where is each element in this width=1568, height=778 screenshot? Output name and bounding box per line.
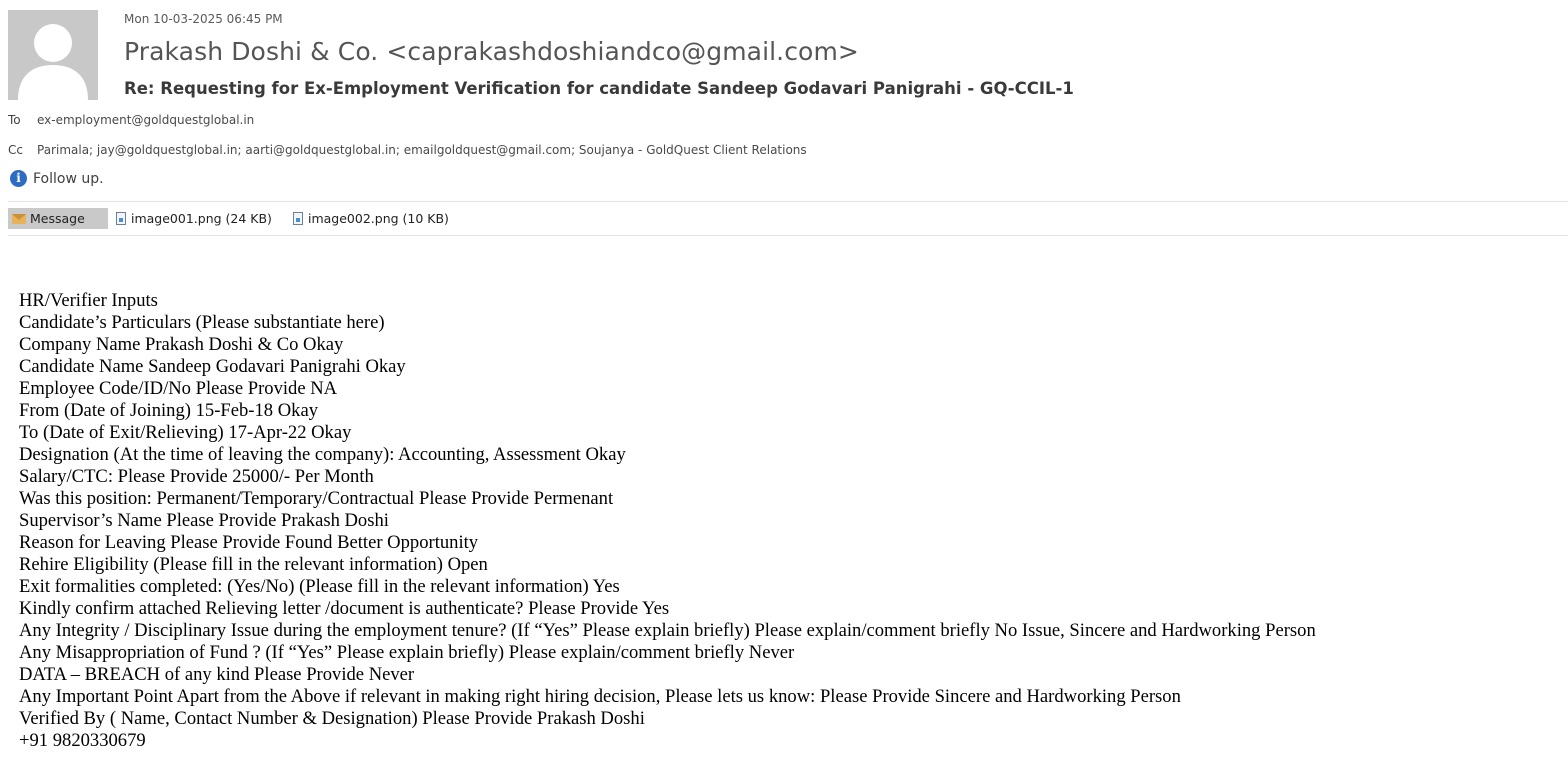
body-line: +91 9820330679 <box>19 730 146 751</box>
info-icon: i <box>10 170 27 187</box>
cc-label: Cc <box>8 143 23 157</box>
png-file-icon <box>116 212 126 225</box>
body-line: Reason for Leaving Please Provide Found Better Opportunity <box>19 532 479 553</box>
followup-text: Follow up. <box>33 170 104 187</box>
png-file-icon <box>293 212 303 225</box>
cc-recipients[interactable]: Parimala; jay@goldquestglobal.in; aarti@goldquestglobal.in; emailgoldquest@gmail.com; Soujanya - GoldQuest Client Relations <box>37 143 807 157</box>
body-line: DATA – BREACH of any kind Please Provide Never <box>19 664 415 685</box>
attachment-bar <box>8 201 1568 236</box>
sender-name[interactable]: Prakash Doshi & Co. <caprakashdoshiandco@gmail.com> <box>124 37 859 66</box>
to-label: To <box>8 113 21 127</box>
envelope-icon <box>12 214 26 224</box>
body-line: Verified By ( Name, Contact Number & Designation) Please Provide Prakash Doshi <box>19 708 645 729</box>
email-subject: Re: Requesting for Ex-Employment Verification for candidate Sandeep Godavari Panigrahi - GQ-CCIL-1 <box>124 79 1074 98</box>
body-line: Candidate Name Sandeep Godavari Panigrahi Okay <box>19 356 406 377</box>
body-line: Designation (At the time of leaving the company): Accounting, Assessment Okay <box>19 444 626 465</box>
avatar <box>8 10 98 100</box>
body-line: Kindly confirm attached Relieving letter /document is authenticate? Please Provide Yes <box>19 598 670 619</box>
body-line: Supervisor’s Name Please Provide Prakash Doshi <box>19 510 389 531</box>
attachment-image002[interactable] <box>293 208 449 229</box>
body-line: Salary/CTC: Please Provide 25000/- Per Month <box>19 466 374 487</box>
attachment-name: image001.png (24 KB) <box>131 211 272 226</box>
person-silhouette-icon <box>8 10 98 100</box>
message-tab-label: Message <box>30 211 85 226</box>
to-row <box>8 113 254 127</box>
email-header <box>0 0 1568 226</box>
email-body <box>19 290 1316 752</box>
sent-date: Mon 10-03-2025 06:45 PM <box>124 12 283 26</box>
body-line: Any Important Point Apart from the Above if relevant in making right hiring decision, Please lets us know: Please Provide Sincere and Hardworking Person <box>19 686 1181 707</box>
body-line: From (Date of Joining) 15-Feb-18 Okay <box>19 400 318 421</box>
body-line: Any Misappropriation of Fund ? (If “Yes” Please explain briefly) Please explain/comment briefly Never <box>19 642 795 663</box>
body-line: Was this position: Permanent/Temporary/Contractual Please Provide Permenant <box>19 488 614 509</box>
body-line: Candidate’s Particulars (Please substantiate here) <box>19 312 385 333</box>
attachment-name: image002.png (10 KB) <box>308 211 449 226</box>
body-line: To (Date of Exit/Relieving) 17-Apr-22 Okay <box>19 422 352 443</box>
body-line: Employee Code/ID/No Please Provide NA <box>19 378 338 399</box>
followup-flag[interactable] <box>10 170 104 187</box>
body-line: Company Name Prakash Doshi & Co Okay <box>19 334 344 355</box>
body-line: Rehire Eligibility (Please fill in the relevant information) Open <box>19 554 488 575</box>
message-tab[interactable] <box>8 208 108 229</box>
body-line: Exit formalities completed: (Yes/No) (Please fill in the relevant information) Yes <box>19 576 620 597</box>
attachment-image001[interactable] <box>116 208 272 229</box>
cc-row <box>8 143 807 157</box>
body-line: Any Integrity / Disciplinary Issue during the employment tenure? (If “Yes” Please explain briefly) Please explain/comment briefly No Issue, Sincere and Hardworking Person <box>19 620 1316 641</box>
to-recipients[interactable]: ex-employment@goldquestglobal.in <box>37 113 255 127</box>
body-line: HR/Verifier Inputs <box>19 290 158 311</box>
